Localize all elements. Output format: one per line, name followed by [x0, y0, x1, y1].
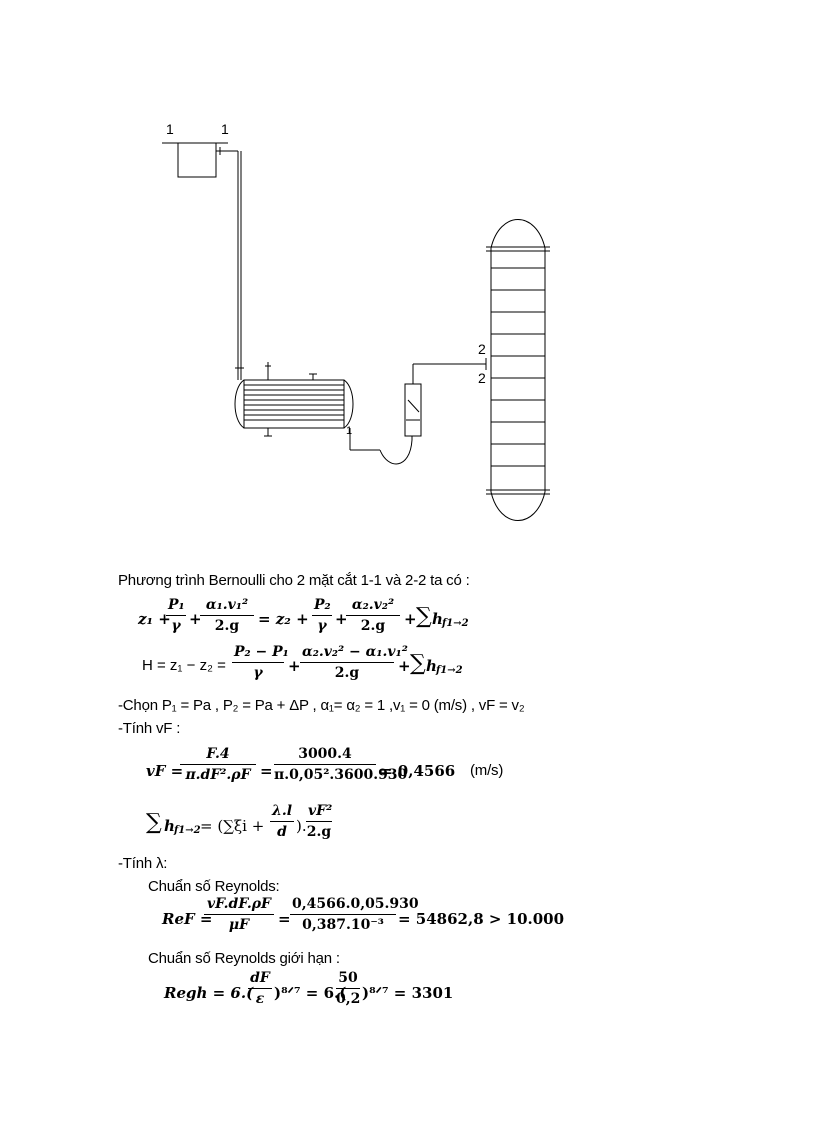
eq1-frac-p2: $\frac{\text{P₂}}{\gamma}$ — [314, 597, 331, 634]
eq3-frac-numeric: $\frac{3000.4}{\text{π.0,05².3600.930}}$ — [274, 746, 408, 783]
section-label-1-right: 1 — [221, 121, 229, 137]
choose-conditions: -Chọn P₁ = Pa , P₂ = Pa + ΔP , α₁= α₂ = 1 ,v₁ = 0 (m/s) , vF = v₂ — [118, 697, 525, 714]
intro-text: Phương trình Bernoulli cho 2 mặt cắt 1-1 và 2-2 ta có : — [118, 572, 470, 589]
eq5-result: = 54862,8 > 10.000 — [398, 910, 565, 928]
section-label-2-bottom: 2 — [478, 370, 486, 386]
heat-exchanger — [235, 362, 353, 437]
eq3-lhs: vF = — [146, 762, 184, 780]
eq5-frac-symbolic: $\frac{vF.dF.\rho F}{\mu F}$ — [204, 896, 274, 933]
eq6-frac-symbolic: $\frac{dF}{\varepsilon}$ — [248, 970, 272, 1007]
eq2-frac-a: $\frac{\text{α₂.v₂² − α₁.v₁²}}{2.g}$ — [302, 644, 408, 681]
eq1-frac-a2: $\frac{\text{α₂.v₂²}}{2.g}$ — [346, 597, 400, 634]
eq6-result: )⁸ᐟ⁷ = 3301 — [362, 984, 454, 1002]
feed-pipe — [226, 151, 244, 380]
eq3-unit: (m/s) — [470, 762, 504, 779]
outlet-pipe — [350, 428, 412, 464]
eq2-frac-p: $\frac{\text{P₂ − P₁}}{\gamma}$ — [234, 644, 289, 681]
eq1-frac-a1: $\frac{\text{α₁.v₁²}}{2.g}$ — [200, 597, 254, 634]
eq2-lhs: H = z₁ − z₂ = — [142, 657, 226, 674]
calc-vf-heading: -Tính vF : — [118, 720, 181, 737]
rotameter — [405, 364, 486, 436]
eq6-frac-numeric: $\frac{50}{0,2}$ — [336, 970, 361, 1007]
feed-tank — [162, 121, 229, 177]
eq5-frac-numeric: $\frac{0,4566.0,05.930}{\text{0,387.10⁻³}}$ — [292, 896, 419, 933]
distillation-column — [478, 220, 550, 521]
reynolds-heading: Chuẩn số Reynolds: — [148, 878, 280, 895]
eq5-lhs: ReF = — [162, 910, 213, 928]
reynolds-limit-heading: Chuẩn số Reynolds giới hạn : — [148, 950, 340, 967]
section-label-1-left: 1 — [166, 121, 174, 137]
eq6-exp: )⁸ᐟ⁷ = 6.( — [274, 984, 347, 1002]
eq3-result: = 0,4566 — [380, 762, 456, 780]
eq4-frac-lambda: $\frac{\lambda.l}{d}$ — [272, 803, 293, 840]
eq1-frac-p1: $\frac{\text{P₁}}{\gamma}$ — [168, 597, 185, 634]
eq3-frac-symbolic: $\frac{F.4}{\text{π.dF².ρF}}$ — [180, 746, 256, 783]
eq1-lhs: z₁ + — [138, 610, 171, 628]
process-diagram — [0, 0, 816, 560]
section-label-2-top: 2 — [478, 341, 486, 357]
eq6-lhs: Regh = 6.( — [164, 984, 254, 1002]
pipe-mark: 1 — [346, 425, 353, 437]
eq1-mid: = z₂ + — [258, 610, 309, 628]
calc-lambda-heading: -Tính λ: — [118, 855, 168, 872]
eq4-frac-v: $\frac{\text{vF²}}{2.g}$ — [306, 803, 333, 840]
